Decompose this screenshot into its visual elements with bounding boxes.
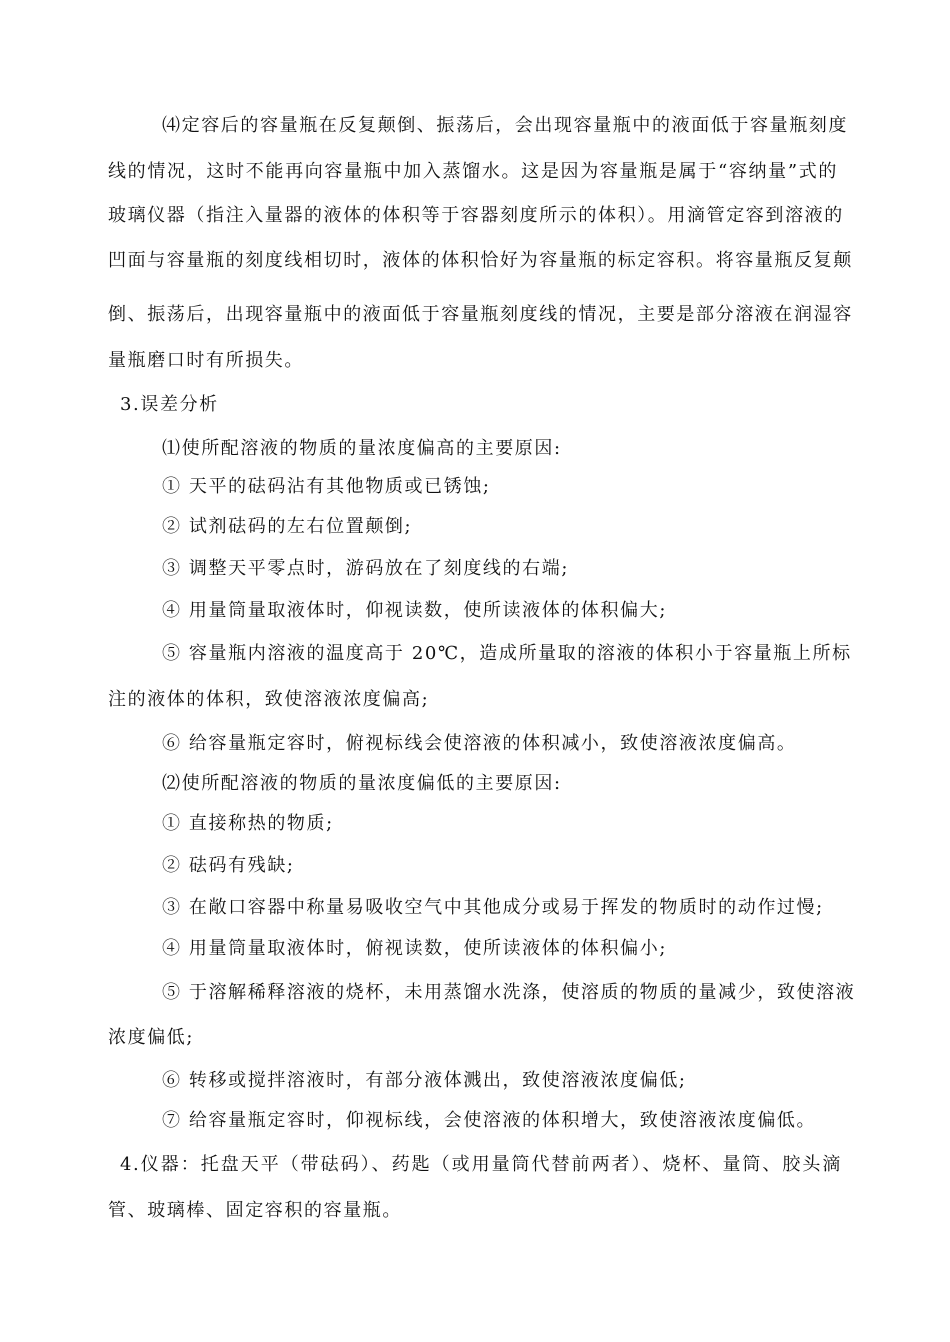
list-item: ④ 用量筒量取液体时，仰视读数，使所读液体的体积偏大; [162, 600, 667, 621]
list-item: ① 天平的砝码沾有其他物质或已锈蚀; [162, 476, 491, 497]
list-item: ① 直接称热的物质; [162, 813, 334, 834]
list-item: ⑦ 给容量瓶定容时，仰视标线，会使溶液的体积增大，致使溶液浓度偏低。 [162, 1110, 817, 1131]
text-line: 玻璃仪器（指注入量器的液体的体积等于容器刻度所示的体积）。用滴管定容到溶液的 [108, 205, 844, 226]
text-line: 4.仪器：托盘天平（带砝码）、药匙（或用量筒代替前两者）、烧杯、量筒、胶头滴 [120, 1154, 842, 1175]
list-item: ⑤ 于溶解稀释溶液的烧杯，未用蒸馏水洗涤，使溶质的物质的量减少，致使溶液 [162, 982, 856, 1003]
text-line: 线的情况，这时不能再向容量瓶中加入蒸馏水。这是因为容量瓶是属于“容纳量”式的 [108, 161, 838, 182]
list-item: ⑤ 容量瓶内溶液的温度高于 20℃，造成所量取的溶液的体积小于容量瓶上所标 [162, 643, 852, 664]
text-line: ⑷定容后的容量瓶在反复颠倒、振荡后，会出现容量瓶中的液面低于容量瓶刻度 [162, 115, 848, 136]
text-line: 管、玻璃棒、固定容积的容量瓶。 [108, 1200, 402, 1221]
subsection-title: ⑴使所配溶液的物质的量浓度偏高的主要原因: [162, 438, 562, 459]
text-line: 量瓶磨口时有所损失。 [108, 350, 304, 371]
list-item: ④ 用量筒量取液体时，俯视读数，使所读液体的体积偏小; [162, 938, 667, 959]
list-item: ③ 在敞口容器中称量易吸收空气中其他成分或易于挥发的物质时的动作过慢; [162, 897, 824, 918]
text-line: 倒、振荡后，出现容量瓶中的液面低于容量瓶刻度线的情况，主要是部分溶液在润湿容 [108, 304, 853, 325]
list-item-continuation: 浓度偏低; [108, 1027, 195, 1048]
list-item-continuation: 注的液体的体积，致使溶液浓度偏高; [108, 689, 430, 710]
list-item: ② 试剂砝码的左右位置颠倒; [162, 516, 413, 537]
list-item: ⑥ 转移或搅拌溶液时，有部分液体溅出，致使溶液浓度偏低; [162, 1070, 687, 1091]
text-line: 凹面与容量瓶的刻度线相切时，液体的体积恰好为容量瓶的标定容积。将容量瓶反复颠 [108, 250, 853, 271]
section-heading: 3.误差分析 [120, 394, 219, 415]
list-item: ⑥ 给容量瓶定容时，俯视标线会使溶液的体积减小，致使溶液浓度偏高。 [162, 733, 797, 754]
list-item: ③ 调整天平零点时，游码放在了刻度线的右端; [162, 558, 569, 579]
list-item: ② 砝码有残缺; [162, 855, 295, 876]
subsection-title: ⑵使所配溶液的物质的量浓度偏低的主要原因: [162, 773, 562, 794]
